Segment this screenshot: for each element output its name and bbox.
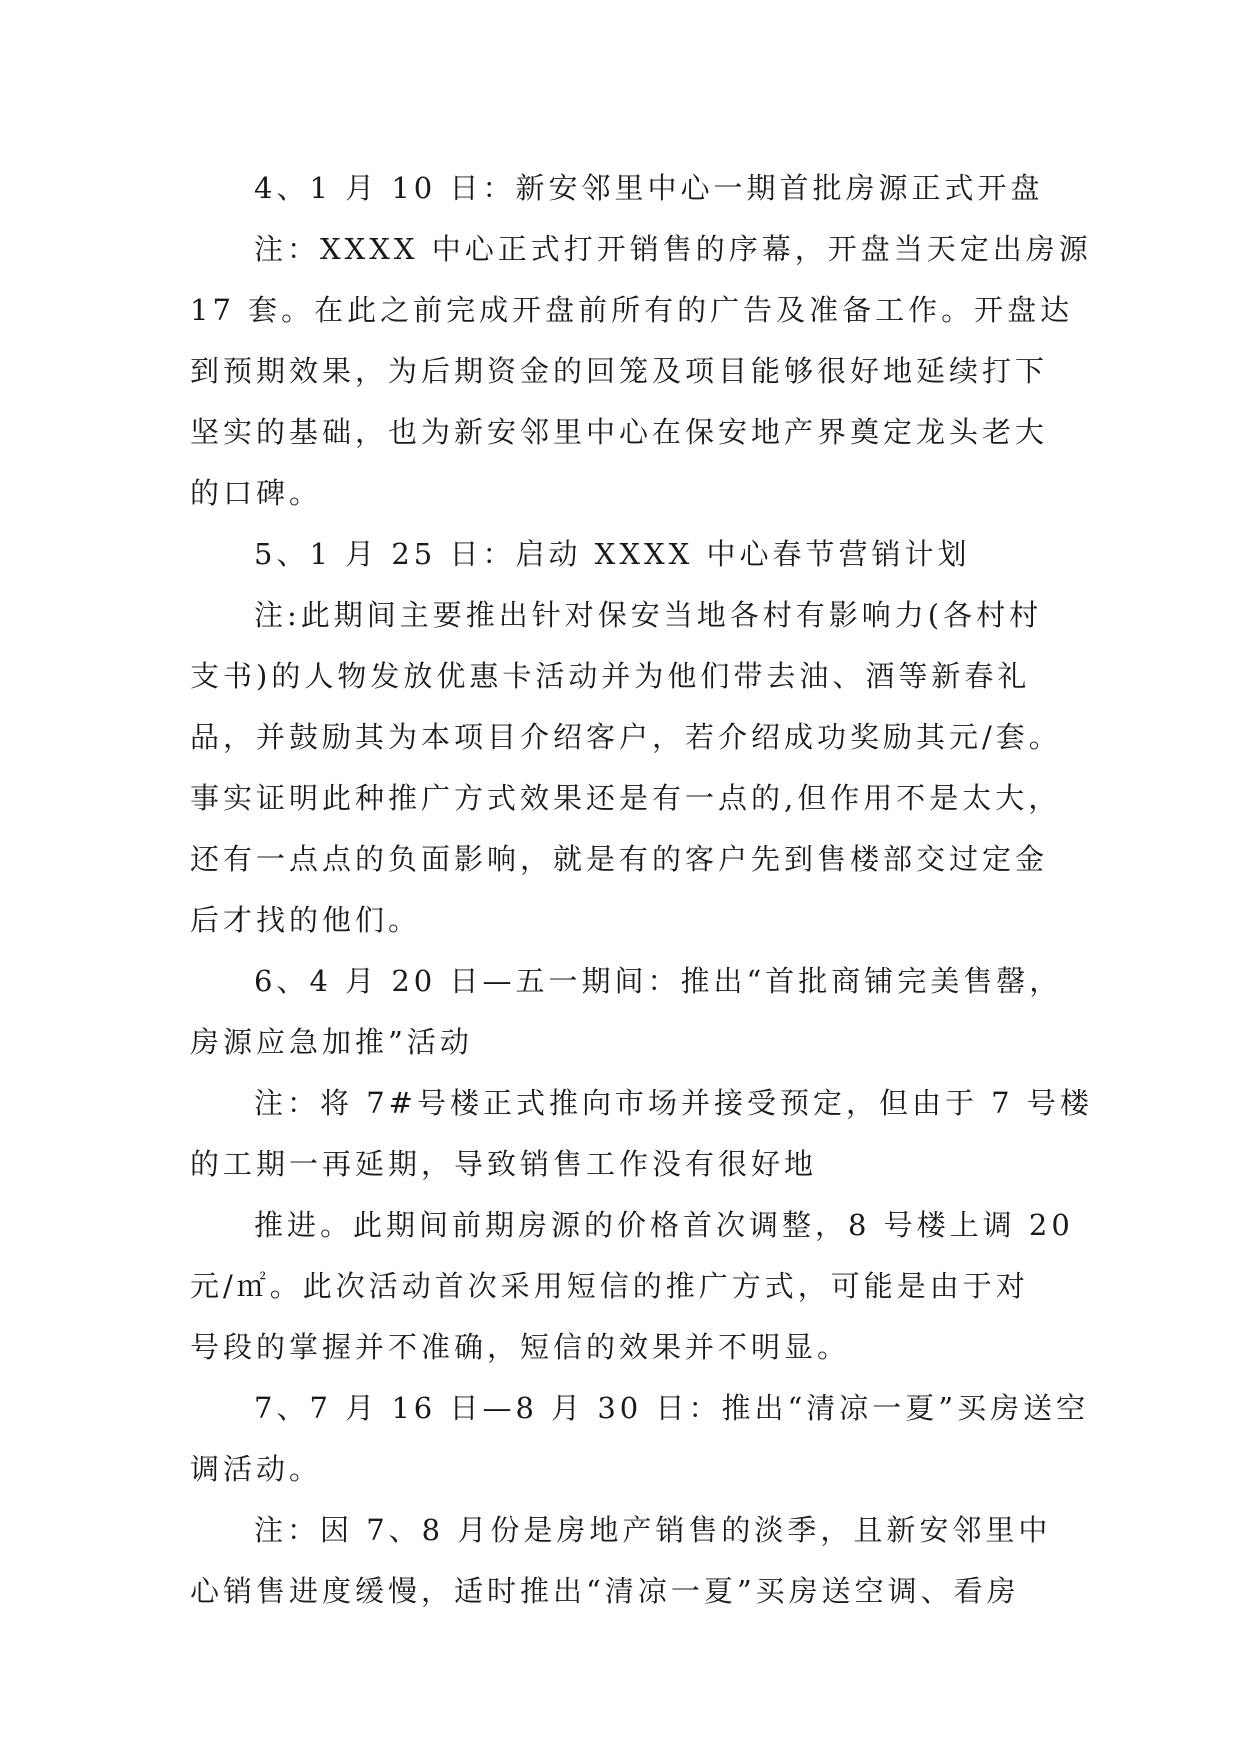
document-page (190, 158, 1093, 1622)
text-line: 支书)的人物发放优惠卡活动并为他们带去油、酒等新春礼 (190, 659, 1031, 693)
text-line: 品，并鼓励其为本项目介绍客户，若介绍成功奖励其元/套。 (190, 720, 1062, 754)
text-line: 到预期效果，为后期资金的回笼及项目能够很好地延续打下 (190, 354, 1049, 388)
text-line: 的工期一再延期，导致销售工作没有很好地 (190, 1147, 818, 1181)
text-line: 注：将 7#号楼正式推向市场并接受预定，但由于 7 号楼 (254, 1086, 1093, 1120)
text-line: 注：因 7、8 月份是房地产销售的淡季，且新安邻里中 (254, 1513, 1052, 1547)
text-line: 7、7 月 16 日—8 月 30 日：推出“清凉一夏”买房送空 (254, 1391, 1090, 1425)
text-line: 后才找的他们。 (190, 903, 422, 937)
text-line: 4、1 月 10 日：新安邻里中心一期首批房源正式开盘 (254, 171, 1044, 205)
text-line: 注：XXXX 中心正式打开销售的序幕，开盘当天定出房源 (254, 232, 1092, 266)
text-line: 调活动。 (190, 1452, 323, 1486)
text-line: 17 套。在此之前完成开盘前所有的广告及准备工作。开盘达 (190, 293, 1074, 327)
text-line: 心销售进度缓慢，适时推出“清凉一夏”买房送空调、看房 (190, 1574, 1020, 1608)
text-line: 的口碑。 (190, 476, 323, 510)
text-line: 5、1 月 25 日：启动 XXXX 中心春节营销计划 (254, 537, 971, 571)
text-line: 事实证明此种推广方式效果还是有一点的,但作用不是太大， (190, 781, 1062, 815)
text-line: 6、4 月 20 日—五一期间：推出“首批商铺完美售罄， (254, 964, 1063, 998)
text-line: 注:此期间主要推出针对保安当地各村有影响力(各村村 (254, 598, 1043, 632)
text-line: 还有一点点的负面影响，就是有的客户先到售楼部交过定金 (190, 842, 1049, 876)
text-line: 坚实的基础，也为新安邻里中心在保安地产界奠定龙头老大 (190, 415, 1049, 449)
text-line: 元/㎡。此次活动首次采用短信的推广方式，可能是由于对 (190, 1269, 1029, 1303)
text-line: 房源应急加推”活动 (190, 1025, 473, 1059)
text-line: 推进。此期间前期房源的价格首次调整，8 号楼上调 20 (254, 1208, 1074, 1242)
text-line: 号段的掌握并不准确，短信的效果并不明显。 (190, 1330, 851, 1364)
